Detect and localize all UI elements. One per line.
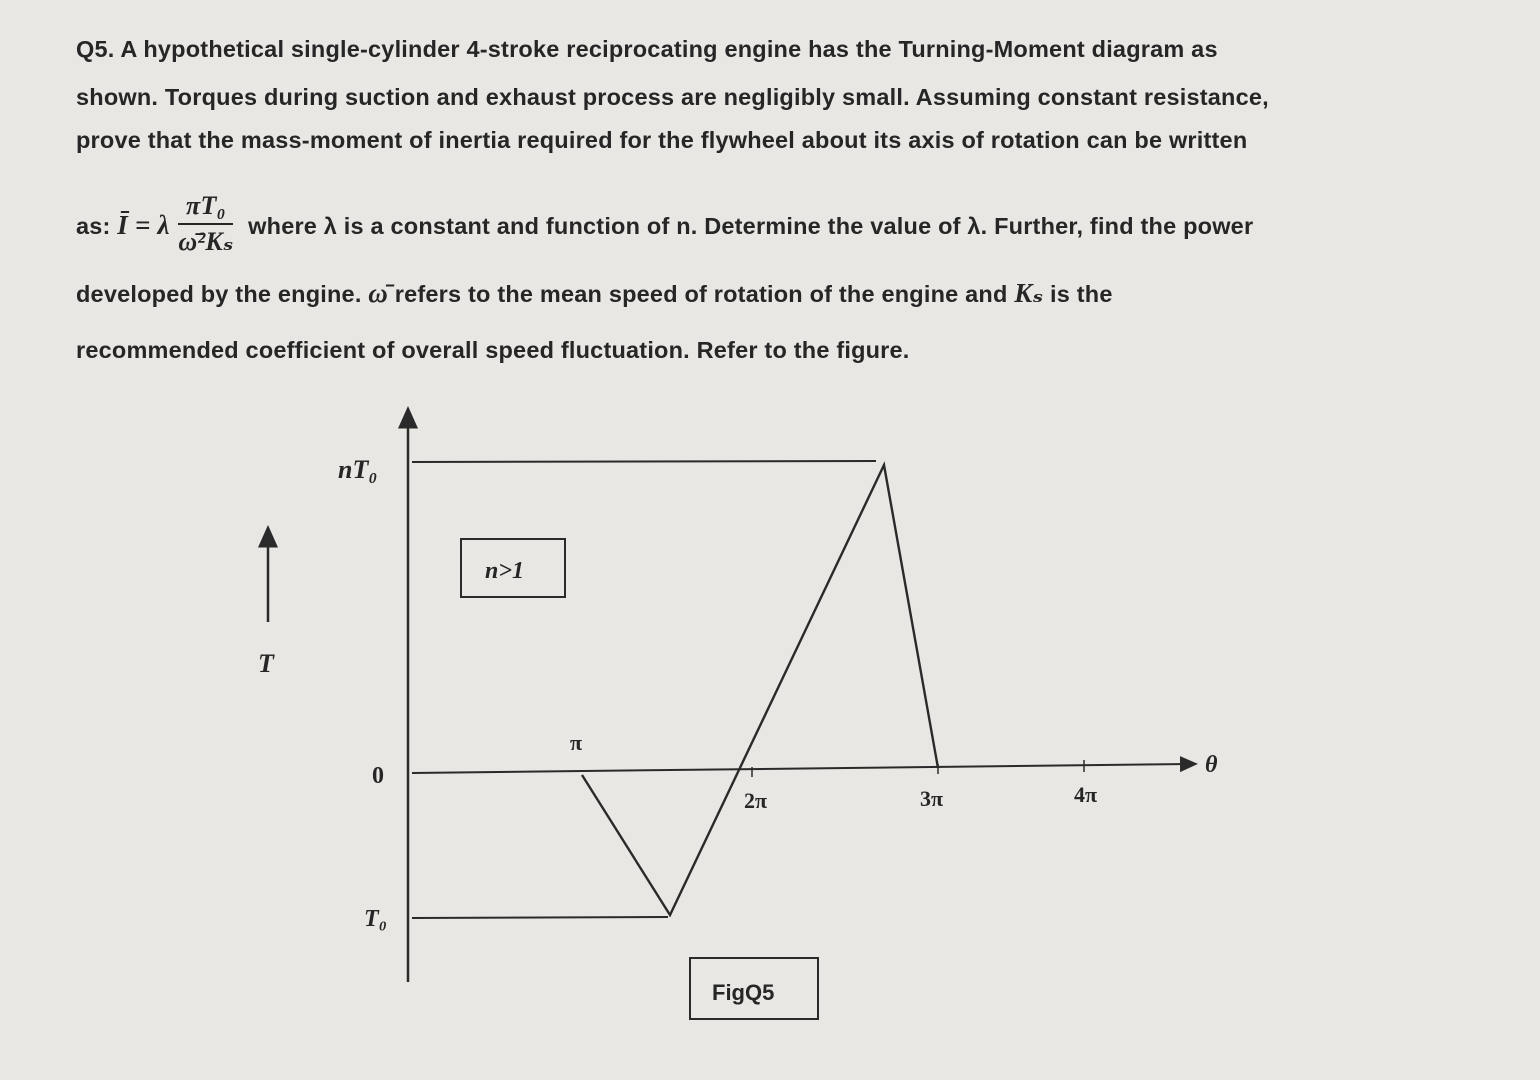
x-tick-label-4pi: 4π bbox=[1074, 782, 1098, 807]
line-5-a: developed by the engine. bbox=[76, 281, 362, 307]
question-line-1: Q5. A hypothetical single-cylinder 4-stroke reciprocating engine has the Turning-Moment diagram as bbox=[76, 36, 1218, 62]
x-tick-label-2pi: 2π bbox=[744, 788, 768, 813]
torque-curve bbox=[582, 465, 938, 915]
y-axis-label: T bbox=[258, 649, 274, 678]
ks-symbol: Kₛ bbox=[1014, 278, 1044, 308]
question-line-6: recommended coefficient of overall speed fluctuation. Refer to the figure. bbox=[76, 337, 910, 363]
question-line-3: prove that the mass-moment of inertia required for the flywheel about its axis of rotation can be written bbox=[76, 127, 1248, 153]
nT0-reference-line bbox=[412, 461, 876, 462]
y-tick-label-zero: 0 bbox=[372, 763, 384, 789]
line-5-c: is the bbox=[1050, 281, 1113, 307]
x-axis bbox=[412, 764, 1190, 773]
x-tick-label-pi: π bbox=[570, 730, 583, 755]
T0-reference-line bbox=[412, 917, 668, 918]
formula-numerator: πT₀ bbox=[178, 191, 233, 225]
figure-caption: FigQ5 bbox=[712, 980, 775, 1005]
condition-label: n>1 bbox=[485, 558, 525, 584]
x-axis-label: θ bbox=[1205, 752, 1218, 778]
y-tick-label-T0: T₀ bbox=[364, 906, 388, 932]
omega-bar-symbol: ω̄ bbox=[368, 278, 389, 308]
formula-denominator: ω̄²Kₛ bbox=[178, 227, 234, 256]
formula-lhs: Ī = λ bbox=[117, 210, 170, 241]
line-4-suffix: where λ is a constant and function of n. Determine the value of λ. Further, find the power bbox=[248, 213, 1254, 240]
x-tick-label-3pi: 3π bbox=[920, 786, 944, 811]
question-line-2: shown. Torques during suction and exhaust process are negligibly small. Assuming constant resistance, bbox=[76, 84, 1269, 110]
y-tick-label-nT0: nT₀ bbox=[338, 455, 378, 484]
as-prefix: as: bbox=[76, 213, 118, 240]
line-5-b: refers to the mean speed of rotation of the engine and bbox=[394, 281, 1008, 307]
